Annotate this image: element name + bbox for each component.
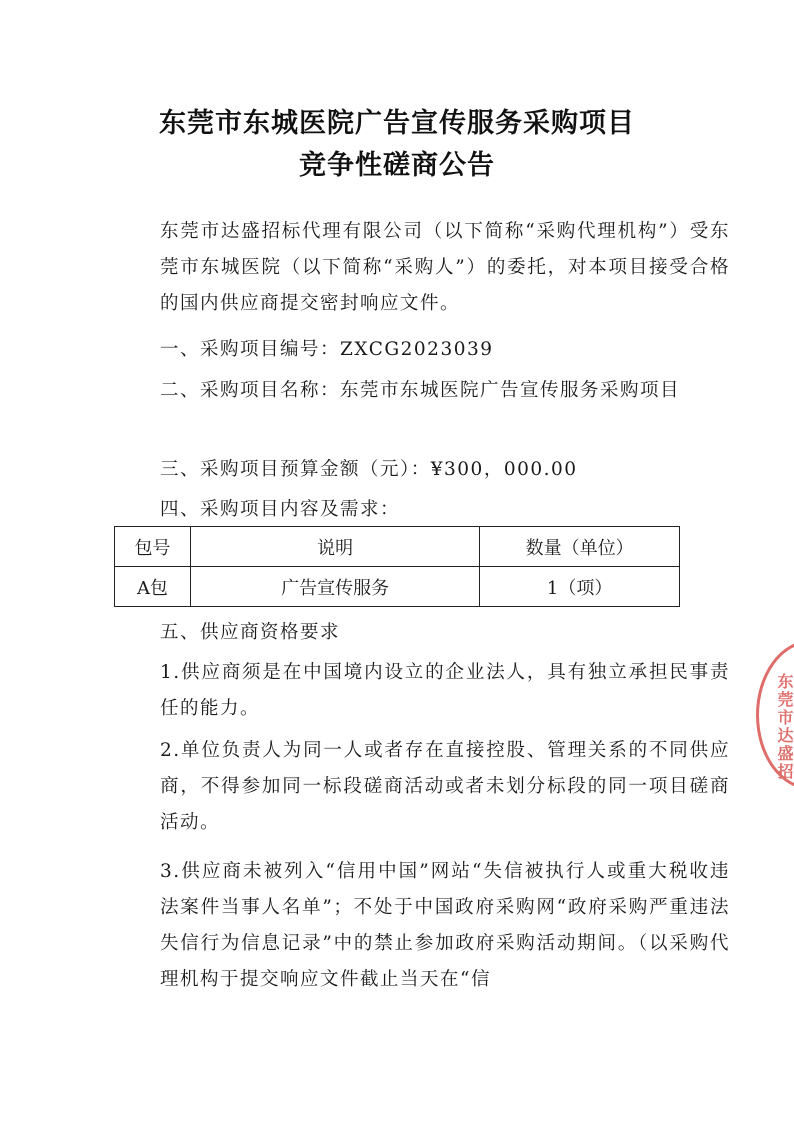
table-cell: 1（项） (480, 567, 680, 607)
supplier-qualification-heading: 五、供应商资格要求 (160, 622, 341, 643)
table-cell: 广告宣传服务 (190, 567, 479, 607)
table-cell: A包 (115, 567, 191, 607)
requirement-1: 1.供应商须是在中国境内设立的企业法人，具有独立承担民事责任的能力。 (160, 662, 730, 719)
project-content-heading: 四、采购项目内容及需求： (160, 499, 401, 520)
project-name: 二、采购项目名称：东莞市东城医院广告宣传服务采购项目 (160, 380, 681, 401)
requirement-2: 2.单位负责人为同一人或者存在直接控股、管理关系的不同供应商，不得参加同一标段磋商活动或者未划分标段的同一项目磋商活动。 (160, 740, 730, 833)
table-header-cell: 说明 (190, 527, 479, 567)
project-number: 一、采购项目编号：ZXCG2023039 (160, 339, 494, 360)
company-seal-stamp (756, 640, 794, 790)
document-title-line2: 竞争性磋商公告 (299, 150, 495, 181)
table-header-row (115, 527, 680, 567)
table-row (115, 567, 680, 607)
intro-paragraph: 东莞市达盛招标代理有限公司（以下简称“采购代理机构”）受东莞市东城医院（以下简称“采购人”）的委托，对本项目接受合格的国内供应商提交密封响应文件。 (160, 221, 730, 314)
project-budget: 三、采购项目预算金额（元）：¥300，000.00 (160, 459, 578, 480)
requirement-3: 3.供应商未被列入“信用中国”网站“失信被执行人或重大税收违法案件当事人名单”；不处于中国政府采购网“政府采购严重违法失信行为信息记录”中的禁止参加政府采购活动期间。（以采购代理机构于提交响应文件截止当天在“信 (160, 861, 730, 990)
seal-text: 东莞市达盛招 (775, 673, 794, 781)
table-header-cell: 包号 (115, 527, 191, 567)
requirements-table (114, 526, 680, 607)
document-title-line1: 东莞市东城医院广告宣传服务采购项目 (159, 108, 635, 139)
table-header-cell: 数量（单位） (480, 527, 680, 567)
